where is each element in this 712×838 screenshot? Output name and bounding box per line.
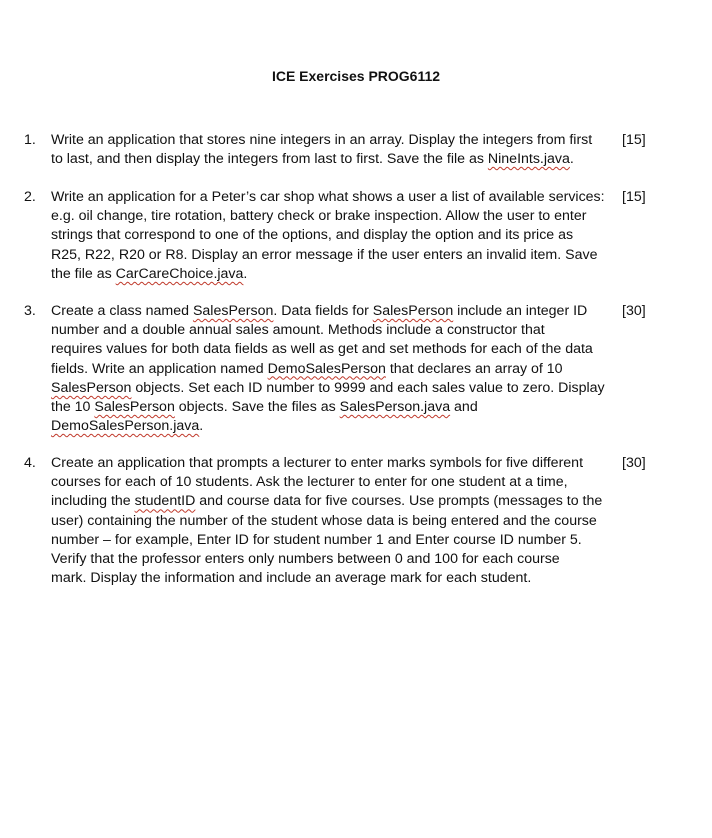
- exercise-line: number – for example, Enter ID for student number 1 and Enter course ID number 5.: [51, 531, 582, 548]
- identifier-term: studentID: [134, 493, 196, 510]
- exercise-line: SalesPerson objects. Set each ID number to 9999 and each sales value to zero. Display: [51, 379, 605, 396]
- exercise-line: fields. Write an application named DemoSalesPerson that declares an array of 10: [51, 360, 563, 377]
- exercise-marks: [15]: [622, 132, 646, 148]
- document-title: ICE Exercises PROG6112: [271, 68, 441, 84]
- exercise-line: Create a class named SalesPerson. Data fields for SalesPerson include an integer ID: [51, 303, 588, 319]
- exercise-line: Write an application that stores nine integers in an array. Display the integers from first: [51, 132, 593, 148]
- exercise-number: 3.: [24, 303, 36, 319]
- identifier-term: SalesPerson: [192, 303, 274, 319]
- exercise-line: mark. Display the information and include an average mark for each student.: [51, 570, 532, 587]
- exercise-line: R25, R22, R20 or R8. Display an error message if the user enters an invalid item. Save: [51, 246, 598, 263]
- exercise-text: [51, 454, 613, 588]
- exercise-marks: [30]: [622, 303, 646, 319]
- exercise-line: including the studentID and course data for five courses. Use prompts (messages to the: [51, 493, 603, 510]
- identifier-term: SalesPerson: [51, 379, 132, 396]
- exercise-line: requires values for both data fields as well as get and set methods for each of the data: [51, 341, 593, 358]
- exercise-line: to last, and then display the integers from last to first. Save the file as NineInts.java.: [51, 151, 574, 168]
- exercise-marks: [30]: [622, 455, 646, 471]
- exercise-marks: [15]: [622, 189, 646, 205]
- identifier-term: SalesPerson.java: [339, 399, 451, 416]
- exercise-line: user) containing the number of the student whose data is being entered and the course: [51, 512, 597, 529]
- exercise-line: number and a double annual sales amount. Methods include a constructor that: [51, 322, 545, 339]
- exercise-line: DemoSalesPerson.java.: [51, 418, 204, 435]
- exercise-line: Write an application for a Peter’s car shop what shows a user a list of available services:: [51, 189, 605, 205]
- exercise-line: courses for each of 10 students. Ask the lecturer to enter for one student at a time,: [51, 474, 568, 491]
- exercise-number: 1.: [24, 132, 36, 148]
- exercise-number: 2.: [24, 189, 36, 205]
- exercise-number: 4.: [24, 455, 36, 471]
- identifier-term: SalesPerson: [94, 399, 175, 416]
- exercise-text: [51, 302, 613, 436]
- identifier-term: DemoSalesPerson: [267, 360, 386, 377]
- identifier-term: DemoSalesPerson.java: [51, 418, 200, 435]
- exercise-line: strings that correspond to one of the options, and display the option and its price as: [51, 227, 574, 244]
- exercise-line: the file as CarCareChoice.java.: [51, 265, 248, 282]
- exercise-text: [51, 188, 613, 284]
- identifier-term: NineInts.java: [487, 151, 570, 168]
- exercise-line: e.g. oil change, tire rotation, battery check or brake inspection. Allow the user to enter: [51, 208, 587, 225]
- exercise-text: [51, 131, 613, 169]
- exercise-line: Create an application that prompts a lecturer to enter marks symbols for five different: [51, 455, 584, 471]
- identifier-term: CarCareChoice.java: [115, 265, 244, 282]
- identifier-term: SalesPerson: [372, 303, 454, 319]
- exercise-line: Verify that the professor enters only numbers between 0 and 100 for each course: [51, 551, 560, 568]
- exercise-line: the 10 SalesPerson objects. Save the files as SalesPerson.java and: [51, 399, 478, 416]
